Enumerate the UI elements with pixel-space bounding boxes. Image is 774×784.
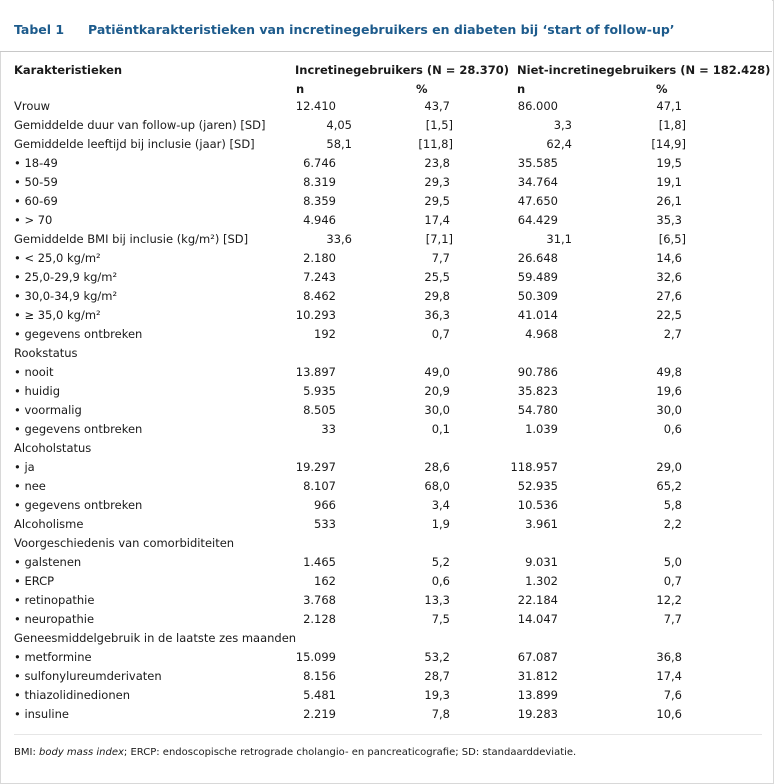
column-header-characteristics: Karakteristieken bbox=[14, 63, 123, 77]
cell-incretin-pct: 29,3 bbox=[424, 175, 450, 189]
cell-incretin-n: 2.219 bbox=[303, 707, 336, 721]
table-row bbox=[0, 458, 772, 477]
table-row bbox=[0, 363, 772, 382]
cell-non-incretin-n: 50.309 bbox=[517, 289, 558, 303]
table-row bbox=[0, 477, 772, 496]
cell-incretin-n: 13.897 bbox=[295, 365, 336, 379]
row-label: • 50-59 bbox=[14, 175, 58, 189]
cell-incretin-pct: [7,1] bbox=[425, 232, 453, 246]
row-label: • nee bbox=[14, 479, 46, 493]
cell-non-incretin-pct: 2,7 bbox=[663, 327, 682, 341]
cell-incretin-n: 2.128 bbox=[303, 612, 336, 626]
cell-non-incretin-n: 1.039 bbox=[525, 422, 558, 436]
cell-non-incretin-n: 26.648 bbox=[517, 251, 558, 265]
cell-non-incretin-pct: 35,3 bbox=[656, 213, 682, 227]
table-row bbox=[0, 325, 772, 344]
table-row bbox=[0, 135, 772, 154]
table-row bbox=[0, 648, 772, 667]
cell-incretin-pct: 7,7 bbox=[431, 251, 450, 265]
subheader-pct-non-incretin: % bbox=[656, 82, 668, 96]
table-row bbox=[0, 116, 772, 135]
row-label: • metformine bbox=[14, 650, 92, 664]
column-header-non-incretin-users: Niet-incretinegebruikers (N = 182.428) bbox=[517, 63, 771, 77]
cell-non-incretin-n: 14.047 bbox=[517, 612, 558, 626]
cell-non-incretin-pct: 2,2 bbox=[663, 517, 682, 531]
subheader-n-incretin: n bbox=[296, 82, 305, 96]
table-row bbox=[0, 192, 772, 211]
cell-non-incretin-n: 9.031 bbox=[525, 555, 558, 569]
cell-non-incretin-n: 62,4 bbox=[546, 137, 572, 151]
cell-incretin-pct: 49,0 bbox=[424, 365, 450, 379]
subheader-pct-incretin: % bbox=[416, 82, 428, 96]
cell-non-incretin-pct: 12,2 bbox=[656, 593, 682, 607]
table-row bbox=[0, 591, 772, 610]
cell-incretin-pct: 23,8 bbox=[424, 156, 450, 170]
table-row bbox=[0, 401, 772, 420]
cell-incretin-pct: 5,2 bbox=[431, 555, 450, 569]
cell-incretin-pct: 68,0 bbox=[424, 479, 450, 493]
cell-incretin-pct: 29,8 bbox=[424, 289, 450, 303]
table-row bbox=[0, 420, 772, 439]
cell-incretin-pct: 29,5 bbox=[424, 194, 450, 208]
cell-non-incretin-pct: 47,1 bbox=[656, 99, 682, 113]
table-row bbox=[0, 230, 772, 249]
cell-incretin-n: 8.156 bbox=[303, 669, 336, 683]
row-label: Gemiddelde duur van follow-up (jaren) [SD] bbox=[14, 118, 266, 132]
cell-incretin-n: 8.462 bbox=[303, 289, 336, 303]
cell-non-incretin-pct: 7,6 bbox=[663, 688, 682, 702]
row-label: • gegevens ontbreken bbox=[14, 422, 143, 436]
cell-non-incretin-n: 86.000 bbox=[517, 99, 558, 113]
cell-incretin-n: 33 bbox=[321, 422, 336, 436]
table-row bbox=[0, 287, 772, 306]
footnote-divider bbox=[14, 734, 762, 735]
row-label: • < 25,0 kg/m² bbox=[14, 251, 101, 265]
cell-non-incretin-pct: 32,6 bbox=[656, 270, 682, 284]
cell-incretin-n: 8.505 bbox=[303, 403, 336, 417]
cell-non-incretin-n: 67.087 bbox=[517, 650, 558, 664]
cell-non-incretin-n: 31,1 bbox=[546, 232, 572, 246]
cell-incretin-n: 5.935 bbox=[303, 384, 336, 398]
cell-incretin-n: 58,1 bbox=[326, 137, 352, 151]
cell-incretin-pct: 7,5 bbox=[431, 612, 450, 626]
table-row bbox=[0, 173, 772, 192]
cell-incretin-pct: 28,7 bbox=[424, 669, 450, 683]
cell-incretin-n: 4.946 bbox=[303, 213, 336, 227]
cell-non-incretin-pct: 7,7 bbox=[663, 612, 682, 626]
cell-non-incretin-n: 4.968 bbox=[525, 327, 558, 341]
row-label: • 60-69 bbox=[14, 194, 58, 208]
cell-non-incretin-pct: 0,7 bbox=[663, 574, 682, 588]
title-divider bbox=[0, 51, 772, 52]
cell-incretin-pct: 28,6 bbox=[424, 460, 450, 474]
cell-non-incretin-n: 52.935 bbox=[517, 479, 558, 493]
cell-incretin-n: 533 bbox=[314, 517, 336, 531]
table-body bbox=[0, 97, 772, 724]
cell-non-incretin-pct: [1,8] bbox=[658, 118, 686, 132]
column-header-incretin-users: Incretinegebruikers (N = 28.370) bbox=[295, 63, 510, 77]
row-label: • 25,0-29,9 kg/m² bbox=[14, 270, 118, 284]
row-label: Geneesmiddelgebruik in de laatste zes maanden bbox=[14, 631, 297, 645]
cell-non-incretin-pct: 29,0 bbox=[656, 460, 682, 474]
cell-incretin-n: 12.410 bbox=[295, 99, 336, 113]
table-row bbox=[0, 268, 772, 287]
table-row bbox=[0, 667, 772, 686]
subheader-n-non-incretin: n bbox=[517, 82, 526, 96]
table-footnote bbox=[14, 747, 576, 758]
cell-non-incretin-n: 10.536 bbox=[517, 498, 558, 512]
cell-non-incretin-pct: 27,6 bbox=[656, 289, 682, 303]
table-row bbox=[0, 686, 772, 705]
row-label: Alcoholisme bbox=[14, 517, 84, 531]
cell-incretin-pct: 7,8 bbox=[431, 707, 450, 721]
cell-incretin-n: 192 bbox=[314, 327, 336, 341]
cell-non-incretin-pct: 36,8 bbox=[656, 650, 682, 664]
row-label: Gemiddelde leeftijd bij inclusie (jaar) [SD] bbox=[14, 137, 255, 151]
cell-incretin-pct: 1,9 bbox=[431, 517, 450, 531]
cell-non-incretin-pct: 5,8 bbox=[663, 498, 682, 512]
cell-incretin-n: 5.481 bbox=[303, 688, 336, 702]
cell-non-incretin-pct: 5,0 bbox=[663, 555, 682, 569]
row-label: • galstenen bbox=[14, 555, 82, 569]
cell-non-incretin-n: 59.489 bbox=[517, 270, 558, 284]
table-row bbox=[0, 439, 772, 458]
cell-non-incretin-n: 1.302 bbox=[525, 574, 558, 588]
table-row bbox=[0, 97, 772, 116]
table-row bbox=[0, 534, 772, 553]
row-label: Voorgeschiedenis van comorbiditeiten bbox=[14, 536, 235, 550]
cell-non-incretin-n: 34.764 bbox=[517, 175, 558, 189]
cell-incretin-n: 10.293 bbox=[295, 308, 336, 322]
cell-non-incretin-pct: 17,4 bbox=[656, 669, 682, 683]
table-row bbox=[0, 211, 772, 230]
row-label: • nooit bbox=[14, 365, 54, 379]
table-row bbox=[0, 515, 772, 534]
table-row bbox=[0, 382, 772, 401]
cell-incretin-n: 33,6 bbox=[326, 232, 352, 246]
table-row bbox=[0, 629, 772, 648]
cell-non-incretin-pct: 65,2 bbox=[656, 479, 682, 493]
cell-non-incretin-n: 31.812 bbox=[517, 669, 558, 683]
row-label: • gegevens ontbreken bbox=[14, 327, 143, 341]
footnote-bmi-full: body mass index bbox=[39, 747, 124, 758]
table-row bbox=[0, 344, 772, 363]
cell-non-incretin-pct: 26,1 bbox=[656, 194, 682, 208]
cell-non-incretin-n: 90.786 bbox=[517, 365, 558, 379]
cell-incretin-n: 6.746 bbox=[303, 156, 336, 170]
cell-incretin-n: 15.099 bbox=[295, 650, 336, 664]
cell-non-incretin-pct: 0,6 bbox=[663, 422, 682, 436]
cell-incretin-pct: 0,6 bbox=[431, 574, 450, 588]
cell-incretin-pct: [1,5] bbox=[425, 118, 453, 132]
cell-incretin-pct: 30,0 bbox=[424, 403, 450, 417]
cell-incretin-n: 7.243 bbox=[303, 270, 336, 284]
cell-incretin-pct: 0,1 bbox=[431, 422, 450, 436]
cell-incretin-n: 162 bbox=[314, 574, 336, 588]
row-label: Gemiddelde BMI bij inclusie (kg/m²) [SD] bbox=[14, 232, 249, 246]
cell-non-incretin-n: 41.014 bbox=[517, 308, 558, 322]
table-title-bar bbox=[0, 0, 772, 52]
row-label: Vrouw bbox=[14, 99, 51, 113]
cell-incretin-pct: 43,7 bbox=[424, 99, 450, 113]
cell-non-incretin-n: 118.957 bbox=[510, 460, 558, 474]
table-row bbox=[0, 572, 772, 591]
cell-non-incretin-pct: 14,6 bbox=[656, 251, 682, 265]
cell-incretin-pct: 19,3 bbox=[424, 688, 450, 702]
cell-incretin-n: 4,05 bbox=[326, 118, 352, 132]
cell-non-incretin-n: 47.650 bbox=[517, 194, 558, 208]
cell-incretin-pct: 53,2 bbox=[424, 650, 450, 664]
cell-non-incretin-pct: 49,8 bbox=[656, 365, 682, 379]
cell-non-incretin-n: 35.585 bbox=[517, 156, 558, 170]
cell-incretin-pct: 3,4 bbox=[431, 498, 450, 512]
cell-non-incretin-n: 3,3 bbox=[553, 118, 572, 132]
cell-incretin-pct: 25,5 bbox=[424, 270, 450, 284]
table-row bbox=[0, 306, 772, 325]
cell-incretin-n: 3.768 bbox=[303, 593, 336, 607]
cell-non-incretin-n: 64.429 bbox=[517, 213, 558, 227]
row-label: • ERCP bbox=[14, 574, 55, 588]
row-label: • 30,0-34,9 kg/m² bbox=[14, 289, 118, 303]
row-label: • 18-49 bbox=[14, 156, 58, 170]
cell-non-incretin-n: 22.184 bbox=[517, 593, 558, 607]
cell-incretin-pct: 17,4 bbox=[424, 213, 450, 227]
cell-incretin-n: 8.359 bbox=[303, 194, 336, 208]
cell-non-incretin-pct: [6,5] bbox=[658, 232, 686, 246]
cell-incretin-n: 8.319 bbox=[303, 175, 336, 189]
row-label: • sulfonylureumderivaten bbox=[14, 669, 162, 683]
cell-incretin-pct: 20,9 bbox=[424, 384, 450, 398]
cell-non-incretin-n: 3.961 bbox=[525, 517, 558, 531]
cell-incretin-pct: 36,3 bbox=[424, 308, 450, 322]
table-row bbox=[0, 496, 772, 515]
row-label: • neuropathie bbox=[14, 612, 95, 626]
row-label: • > 70 bbox=[14, 213, 53, 227]
row-label: • voormalig bbox=[14, 403, 82, 417]
cell-incretin-pct: [11,8] bbox=[418, 137, 453, 151]
row-label: Alcoholstatus bbox=[14, 441, 92, 455]
cell-non-incretin-n: 35.823 bbox=[517, 384, 558, 398]
table-row bbox=[0, 705, 772, 724]
table-row bbox=[0, 553, 772, 572]
cell-incretin-n: 2.180 bbox=[303, 251, 336, 265]
cell-non-incretin-n: 54.780 bbox=[517, 403, 558, 417]
cell-incretin-n: 1.465 bbox=[303, 555, 336, 569]
cell-incretin-n: 8.107 bbox=[303, 479, 336, 493]
cell-non-incretin-pct: 22,5 bbox=[656, 308, 682, 322]
table-title: Patiëntkarakteristieken van incretinegebruikers en diabeten bij ‘start of follow-up’ bbox=[88, 22, 675, 37]
cell-non-incretin-pct: 19,1 bbox=[656, 175, 682, 189]
cell-non-incretin-pct: [14,9] bbox=[651, 137, 686, 151]
row-label: • ≥ 35,0 kg/m² bbox=[14, 308, 101, 322]
table-row bbox=[0, 610, 772, 629]
footnote-bmi-abbr: BMI: bbox=[14, 747, 39, 758]
table-row bbox=[0, 249, 772, 268]
row-label: • ja bbox=[14, 460, 35, 474]
cell-non-incretin-pct: 10,6 bbox=[656, 707, 682, 721]
cell-incretin-n: 966 bbox=[314, 498, 336, 512]
row-label: • retinopathie bbox=[14, 593, 95, 607]
cell-incretin-n: 19.297 bbox=[295, 460, 336, 474]
row-label: • thiazolidinedionen bbox=[14, 688, 130, 702]
cell-incretin-pct: 0,7 bbox=[431, 327, 450, 341]
cell-non-incretin-n: 13.899 bbox=[517, 688, 558, 702]
cell-incretin-pct: 13,3 bbox=[424, 593, 450, 607]
table-number: Tabel 1 bbox=[14, 22, 65, 37]
cell-non-incretin-pct: 19,5 bbox=[656, 156, 682, 170]
cell-non-incretin-pct: 30,0 bbox=[656, 403, 682, 417]
cell-non-incretin-pct: 19,6 bbox=[656, 384, 682, 398]
cell-non-incretin-n: 19.283 bbox=[517, 707, 558, 721]
row-label: • insuline bbox=[14, 707, 69, 721]
row-label: • gegevens ontbreken bbox=[14, 498, 143, 512]
table-row bbox=[0, 154, 772, 173]
row-label: Rookstatus bbox=[14, 346, 78, 360]
row-label: • huidig bbox=[14, 384, 61, 398]
footnote-rest: ; ERCP: endoscopische retrograde cholangio- en pancreaticografie; SD: standaarddeviatie. bbox=[123, 747, 577, 758]
